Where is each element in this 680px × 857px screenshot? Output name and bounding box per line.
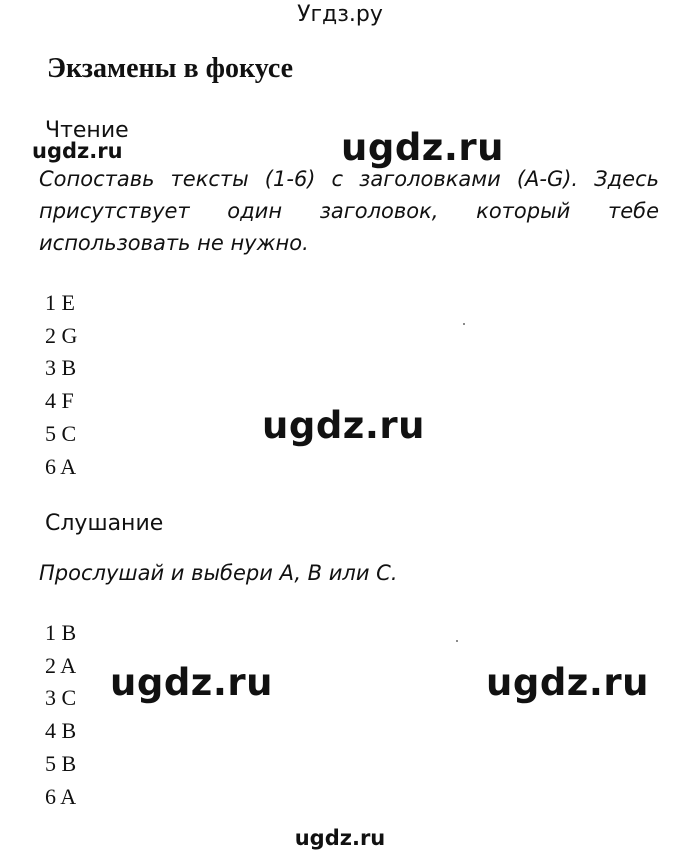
listening-answer-6: 6 A	[45, 783, 77, 809]
reading-instructions: Сопоставь тексты (1-6) с заголовками (A-G). Здесь присутствует один заголовок, который тебе использовать не нужно.	[39, 167, 659, 255]
listening-heading: Слушание	[45, 511, 164, 536]
listening-answer-4: 4 B	[45, 718, 77, 744]
watermark-top-left: ugdz.ru	[32, 139, 123, 163]
watermark-4: ugdz.ru	[486, 661, 649, 704]
listening-answer-3: 3 C	[45, 685, 77, 711]
scan-speck	[456, 640, 458, 642]
scan-speck	[463, 323, 465, 325]
watermark-footer: ugdz.ru	[294, 826, 386, 850]
reading-answers-list	[45, 287, 77, 483]
listening-answers-list	[45, 617, 76, 813]
reading-answer-2: 2 G	[45, 322, 78, 348]
listening-answer-1: 1 B	[45, 620, 77, 645]
watermark-3: ugdz.ru	[110, 661, 273, 704]
reading-answer-4: 4 F	[45, 388, 74, 414]
site-header: Угдз.ру	[297, 2, 383, 27]
listening-answer-2: 2 A	[45, 652, 77, 678]
watermark-1: ugdz.ru	[341, 126, 504, 169]
listening-answer-5: 5 B	[45, 750, 77, 776]
reading-answer-3: 3 B	[45, 355, 77, 381]
listening-instructions: Прослушай и выбери A, B или C.	[39, 561, 398, 585]
reading-answer-5: 5 C	[45, 420, 77, 446]
reading-answer-1: 1 E	[45, 290, 75, 315]
reading-answer-6: 6 A	[45, 453, 77, 479]
page-title: Экзамены в фокусе	[47, 53, 294, 84]
watermark-2: ugdz.ru	[262, 404, 425, 447]
reading-heading: Чтение	[45, 118, 129, 143]
